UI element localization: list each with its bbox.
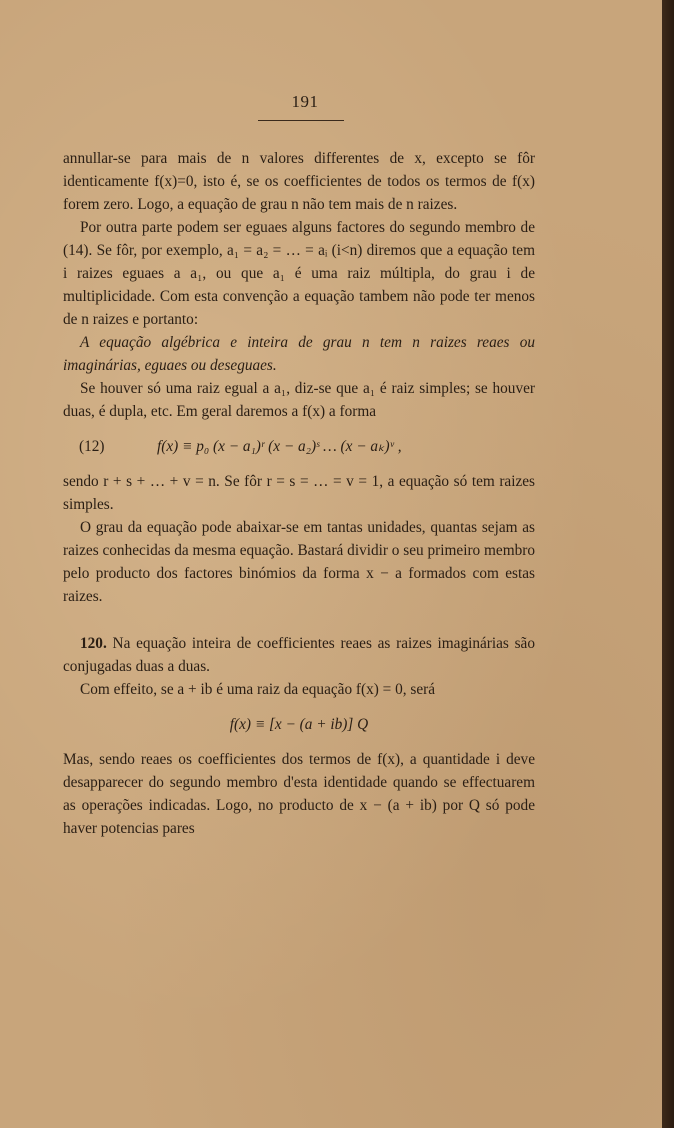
formula-12 xyxy=(63,435,535,458)
page-edge-shadow xyxy=(662,0,674,1128)
article-120 xyxy=(63,632,535,678)
page-number: 191 xyxy=(291,92,319,111)
article-120-text: Na equação inteira de coefficientes reaes as raizes imaginárias são conjugadas duas a duas. xyxy=(63,635,535,675)
paragraph-2: Por outra parte podem ser eguaes alguns factores do segundo membro de (14). Se fôr, por exemplo, a₁ = a₂ = … = aᵢ (i<n) diremos que a equação tem i raizes eguaes a a₁, ou que a₁ é uma raiz múltipla, do grau i de multiplicidade. Com esta convenção a equação tambem não pode ter menos de n raizes e portanto: xyxy=(63,219,535,328)
formula-12-expression: f(x) ≡ p₀ (x − a₁)ʳ (x − a₂)ˢ … (x − aₖ)ᵛ , xyxy=(157,438,402,455)
header-rule xyxy=(258,120,344,121)
paragraph-7: Mas, sendo reaes os coefficientes dos termos de f(x), a quantidade i deve desapparecer do segundo membro d'esta identidade quando se effectuarem as operações indicadas. Logo, no producto de x − (a + ib) por Q só pode haver potencias pares xyxy=(63,751,535,837)
paragraph-5: O grau da equação pode abaixar-se em tantas unidades, quantas sejam as raizes conhecidas da mesma equação. Bastará dividir o seu primeiro membro pelo producto dos factores binómios da forma x − a formados com estas raizes. xyxy=(63,519,535,605)
article-number: 120. xyxy=(80,635,107,652)
formula-identity: f(x) ≡ [x − (a + ib)] Q xyxy=(229,716,369,733)
formula-12-label: (12) xyxy=(79,438,105,455)
paragraph-6: Com effeito, se a + ib é uma raiz da equação f(x) = 0, será xyxy=(80,681,436,698)
paragraph-4: sendo r + s + … + v = n. Se fôr r = s = … = v = 1, a equação só tem raizes simples. xyxy=(63,473,535,513)
theorem-statement: A equação algébrica e inteira de grau n tem n raizes reaes ou imaginárias, eguaes ou deseguaes. xyxy=(63,334,535,374)
body-text xyxy=(63,147,535,840)
paragraph-3: Se houver só uma raiz egual a a₁, diz-se que a₁ é raiz simples; se houver duas, é dupla, etc. Em geral daremos a f(x) a forma xyxy=(63,380,535,420)
paragraph-1: annullar-se para mais de n valores differentes de x, excepto se fôr identicamente f(x)=0, isto é, se os coefficientes de todos os termos de f(x) forem zero. Logo, a equação de grau n não tem mais de n raizes. xyxy=(63,150,535,213)
